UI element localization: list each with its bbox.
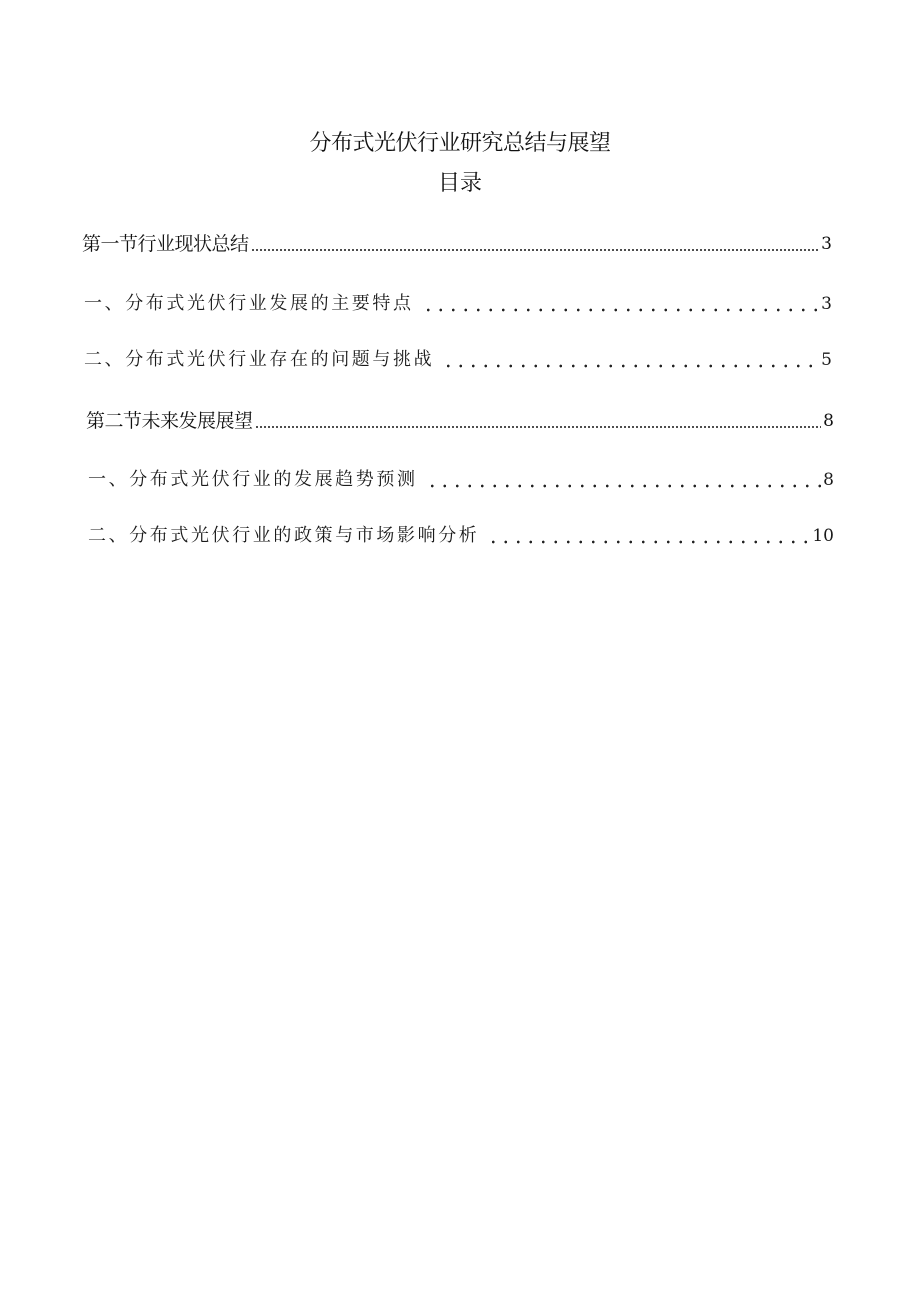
toc-entry-subsection-2-1[interactable]: [88, 466, 834, 494]
toc-page-number: 8: [823, 411, 834, 431]
toc-leader-dots: [255, 424, 822, 430]
toc-entry-section-1[interactable]: [82, 230, 832, 258]
toc-leader-dots: [251, 247, 820, 253]
toc-entry-subsection-2-2[interactable]: [88, 522, 834, 550]
toc-entry-subsection-1-1[interactable]: [84, 290, 832, 318]
toc-entry-title: 第一节行业现状总结: [82, 233, 249, 255]
toc-entry-subsection-1-2[interactable]: [84, 346, 832, 374]
toc-page-number: 8: [823, 470, 834, 490]
toc-entry-title: 一、分布式光伏行业发展的主要特点: [84, 293, 414, 314]
toc-entry-title: 二、分布式光伏行业的政策与市场影响分析: [88, 525, 480, 546]
toc-entry-title: 一、分布式光伏行业的发展趋势预测: [88, 469, 418, 490]
toc-page-number: 5: [821, 350, 832, 370]
toc-page-number: 3: [821, 234, 832, 254]
toc-page-number: 10: [812, 526, 834, 546]
toc-leader-dots: [487, 539, 810, 545]
toc-entry-title: 二、分布式光伏行业存在的问题与挑战: [84, 349, 435, 370]
toc-page-number: 3: [821, 294, 832, 314]
toc-entry-title: 第二节未来发展展望: [86, 410, 253, 432]
toc-entry-section-2[interactable]: [86, 407, 834, 435]
toc-leader-dots: [422, 307, 820, 313]
document-title: 分布式光伏行业研究总结与展望: [309, 131, 611, 156]
toc-leader-dots: [426, 483, 822, 489]
toc-heading: 目录: [437, 171, 482, 196]
toc-leader-dots: [442, 363, 819, 369]
